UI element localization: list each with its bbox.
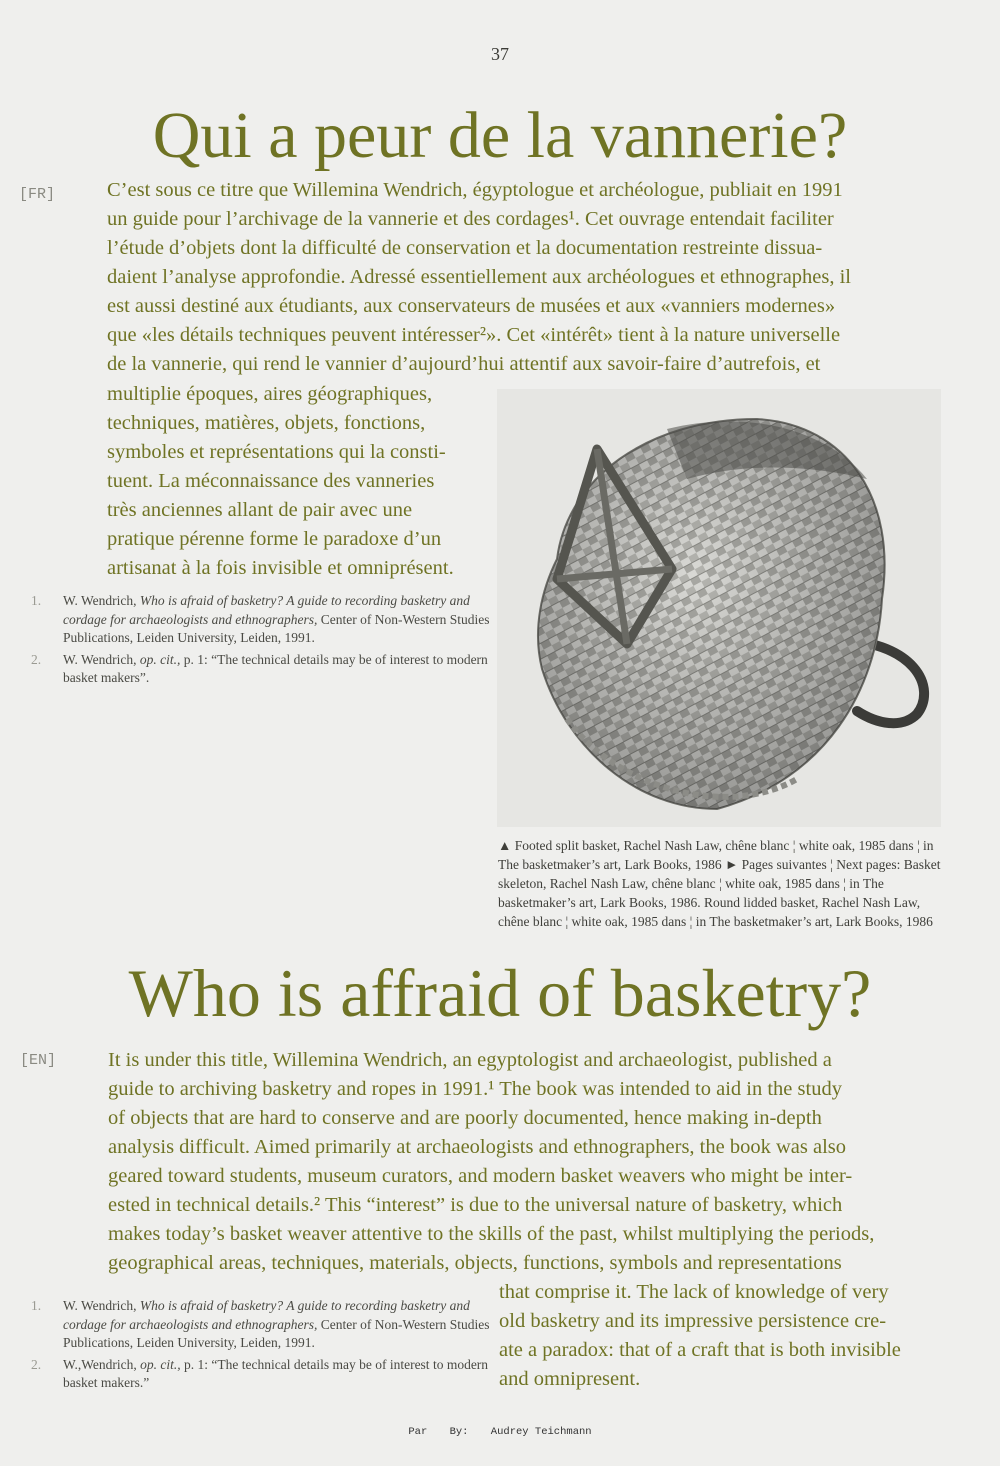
footnote-work-title: Who is afraid of basketry? A guide to recording basketry and cordage for archaeologists and ethnographers, [63, 593, 470, 627]
french-paragraph-side [107, 380, 454, 583]
text-line: ate a paradox: that of a craft that is both invisible [499, 1339, 901, 1361]
footnote-number: 2. [31, 1356, 42, 1372]
footnote-publication: Center of Non-Western Studies Publications, Leiden University, Leiden, 1991. [63, 1316, 490, 1350]
text-line: analysis difficult. Aimed primarily at archaeologists and ethnographers, the book was also [108, 1136, 847, 1158]
credit-par: Par [408, 1426, 428, 1438]
text-line: un guide pour l’archivage de la vannerie et des cordages¹. Cet ouvrage entendait faciliter [107, 208, 834, 230]
footnote-work-title: op. cit., [139, 651, 181, 667]
basket-photo [497, 389, 941, 827]
photo-caption [498, 836, 946, 931]
credit-by: By: [449, 1426, 469, 1438]
text-line: C’est sous ce titre que Willemina Wendrich, égyptologue et archéologue, publiait en 1991 [107, 179, 843, 201]
text-line: makes today’s basket weaver attentive to the skills of the past, whilst multiplying the periods, [108, 1223, 875, 1245]
text-line: pratique pérenne forme le paradoxe d’un [107, 528, 442, 550]
caption-text: Footed split basket, Rachel Nash Law, chêne blanc ¦ white oak, 1985 dans ¦ in The basketmaker’s art, Lark Books, 1986 ► Pages suivantes ¦ Next pages: Basket skeleton, Rachel Nash Law, chêne blanc ¦ white oak, 1985 dans ¦ in The basketmaker’s art, Lark Books, 1986. Round lidded basket, Rachel Nash Law, chêne blanc ¦ white oak, 1985 dans ¦ in The basketmaker’s art, Lark Books, 1986 [498, 838, 941, 929]
footnote-number: 2. [31, 651, 42, 667]
footnote-work-title: Who is afraid of basketry? A guide to recording basketry and cordage for archaeologists and ethnographers, [63, 1298, 470, 1332]
text-line: and omnipresent. [499, 1368, 641, 1390]
text-line: que «les détails techniques peuvent intéresser²». Cet «intérêt» tient à la nature universelle [107, 324, 841, 346]
page-number: 37 [491, 44, 509, 64]
author-credit [0, 1426, 1000, 1438]
english-footnotes [31, 1297, 503, 1396]
footnote-number: 1. [31, 593, 42, 608]
footnote [31, 592, 503, 648]
triangle-up-icon: ▲ [498, 838, 512, 853]
text-line: ested in technical details.² This “interest” is due to the universal nature of basketry, which [108, 1194, 843, 1216]
footnote-author: W.,Wendrich, [63, 1356, 137, 1372]
footnote-publication: Center of Non-Western Studies Publications, Leiden University, Leiden, 1991. [63, 611, 490, 645]
footnote-publication: p. 1: “The technical details may be of interest to modern basket makers”. [63, 651, 488, 685]
footnote [31, 1297, 503, 1353]
basket-illustration [497, 389, 941, 827]
text-line: daient l’analyse approfondie. Adressé essentiellement aux archéologues et ethnographes, il [107, 266, 852, 288]
footnote [31, 1356, 503, 1393]
text-line: artisanat à la fois invisible et omniprésent. [107, 557, 454, 579]
english-paragraph-side [499, 1278, 901, 1394]
text-line: l’étude d’objets dont la difficulté de conservation et la documentation restreinte dissua- [107, 237, 823, 259]
text-line: geographical areas, techniques, materials, objects, functions, symbols and representations [108, 1252, 842, 1274]
french-footnotes [31, 592, 503, 691]
footnote-publication: p. 1: “The technical details may be of interest to modern basket makers.” [63, 1356, 489, 1390]
french-paragraph [107, 176, 851, 379]
text-line: de la vannerie, qui rend le vannier d’aujourd’hui attentif aux savoir-faire d’autrefois, et [107, 353, 821, 375]
english-title: Who is affraid of basketry? [128, 955, 872, 1031]
text-line: multiplie époques, aires géographiques, [107, 383, 433, 405]
credit-author-name: Audrey Teichmann [490, 1426, 592, 1438]
text-line: tuent. La méconnaissance des vanneries [107, 470, 435, 492]
text-line: symboles et représentations qui la consti- [107, 441, 446, 463]
footnote-number: 1. [31, 1298, 42, 1313]
footnote-author: W. Wendrich, [63, 593, 137, 608]
text-line: It is under this title, Willemina Wendrich, an egyptologist and archaeologist, published a [108, 1049, 832, 1071]
footnote [31, 651, 503, 688]
text-line: guide to archiving basketry and ropes in 1991.¹ The book was intended to aid in the study [108, 1078, 842, 1100]
french-title: Qui a peur de la vannerie? [152, 99, 848, 172]
text-line: of objects that are hard to conserve and are poorly documented, hence making in-depth [108, 1107, 822, 1129]
lang-tag-en: [EN] [20, 1052, 57, 1069]
footnote-work-title: op. cit., [140, 1356, 181, 1372]
lang-tag-fr: [FR] [19, 186, 56, 203]
text-line: est aussi destiné aux étudiants, aux conservateurs de musées et aux «vanniers modernes» [107, 295, 836, 317]
text-line: techniques, matières, objets, fonctions, [107, 412, 426, 434]
footnote-author: W. Wendrich, [63, 651, 137, 667]
english-paragraph [108, 1046, 874, 1278]
text-line: très anciennes allant de pair avec une [107, 499, 413, 521]
text-line: geared toward students, museum curators, and modern basket weavers who might be inter- [108, 1165, 853, 1187]
text-line: that comprise it. The lack of knowledge of very [499, 1281, 889, 1303]
text-line: old basketry and its impressive persistence cre- [499, 1310, 887, 1332]
footnote-author: W. Wendrich, [63, 1298, 137, 1313]
